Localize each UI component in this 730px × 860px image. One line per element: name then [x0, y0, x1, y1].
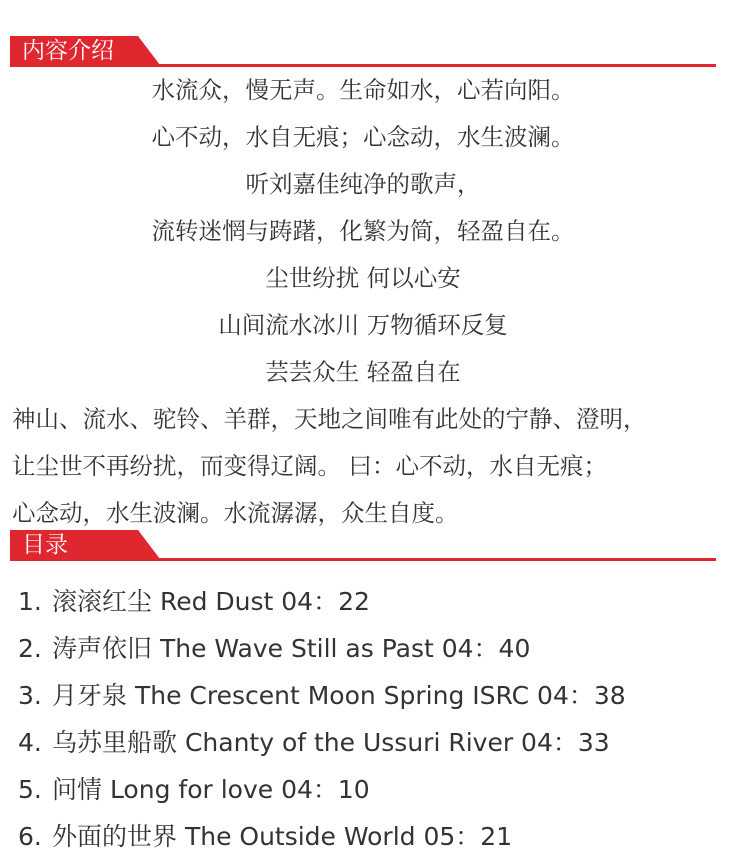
tracklist-header-rule	[10, 558, 716, 561]
tracklist-section-header	[10, 530, 716, 562]
track-title: 乌苏里船歌 Chanty of the Ussuri River 04：33	[52, 728, 610, 757]
intro-line: 流转迷惘与踌躇，化繁为简，轻盈自在。	[151, 217, 575, 245]
intro-line: 尘世纷扰 何以心安	[265, 264, 461, 292]
track-item	[18, 578, 718, 625]
track-item	[18, 766, 718, 813]
track-number: 1.	[18, 587, 42, 616]
track-title: 月牙泉 The Crescent Moon Spring ISRC 04：38	[52, 681, 626, 710]
intro-header-title: 内容介绍	[22, 38, 114, 64]
intro-paragraph-line: 神山、流水、驼铃、羊群，天地之间唯有此处的宁静、澄明，	[12, 405, 647, 433]
track-list	[18, 578, 718, 860]
track-item	[18, 672, 718, 719]
intro-paragraph-line: 让尘世不再纷扰，而变得辽阔。 曰：心不动，水自无痕；	[12, 452, 607, 480]
track-title: 滚滚红尘 Red Dust 04：22	[52, 587, 370, 616]
track-number: 2.	[18, 634, 42, 663]
track-title: 问情 Long for love 04：10	[52, 775, 370, 804]
intro-line: 芸芸众生 轻盈自在	[265, 358, 461, 386]
intro-line: 水流众，慢无声。生命如水，心若向阳。	[151, 76, 575, 104]
track-number: 5.	[18, 775, 42, 804]
intro-line: 听刘嘉佳纯净的歌声，	[245, 170, 481, 198]
track-item	[18, 625, 718, 672]
track-title: 外面的世界 The Outside World 05：21	[52, 822, 513, 851]
track-number: 3.	[18, 681, 42, 710]
tracklist-header-title: 目录	[22, 532, 68, 558]
track-item	[18, 813, 718, 860]
track-item	[18, 719, 718, 766]
track-number: 4.	[18, 728, 42, 757]
track-number: 6.	[18, 822, 42, 851]
intro-line: 心不动，水自无痕；心念动，水生波澜。	[151, 123, 575, 151]
track-title: 涛声依旧 The Wave Still as Past 04：40	[52, 634, 531, 663]
intro-body	[0, 67, 730, 537]
intro-paragraph-line: 心念动，水生波澜。水流潺潺，众生自度。	[12, 499, 459, 527]
intro-section-header	[10, 36, 716, 68]
intro-line: 山间流水冰川 万物循环反复	[218, 311, 508, 339]
